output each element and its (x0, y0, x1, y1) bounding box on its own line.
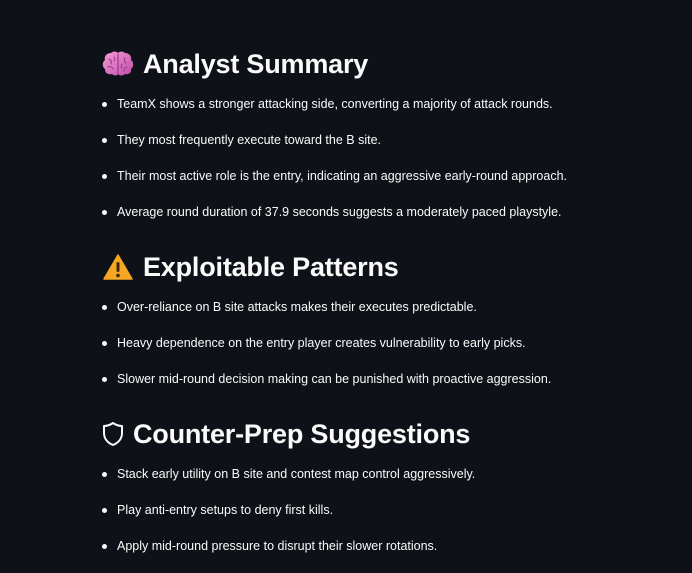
counter-prep-section (101, 414, 661, 572)
counter-prep-title: Counter-Prep Suggestions (133, 418, 471, 449)
exploitable-patterns-title: Exploitable Patterns (143, 251, 399, 282)
list-item: Slower mid-round decision making can be punished with proactive aggression. (101, 369, 661, 405)
analyst-summary-list (101, 94, 661, 238)
warning-icon (101, 250, 135, 284)
list-item: Average round duration of 37.9 seconds suggests a moderately paced playstyle. (101, 202, 661, 238)
analyst-summary-section (101, 44, 661, 238)
brain-icon (101, 47, 135, 81)
list-item: Apply mid-round pressure to disrupt their slower rotations. (101, 536, 661, 572)
list-item: They most frequently execute toward the B site. (101, 130, 661, 166)
analyst-summary-title: Analyst Summary (143, 48, 369, 79)
list-item: Over-reliance on B site attacks makes their executes predictable. (101, 297, 661, 333)
list-item: Heavy dependence on the entry player creates vulnerability to early picks. (101, 333, 661, 369)
counter-prep-list (101, 464, 661, 572)
analyst-summary-heading (101, 44, 661, 84)
exploitable-patterns-section (101, 247, 661, 405)
list-item: Stack early utility on B site and contest map control aggressively. (101, 464, 661, 500)
exploitable-patterns-list (101, 297, 661, 405)
counter-prep-heading (101, 414, 661, 454)
list-item: TeamX shows a stronger attacking side, converting a majority of attack rounds. (101, 94, 661, 130)
list-item: Their most active role is the entry, indicating an aggressive early-round approach. (101, 166, 661, 202)
shield-icon (101, 417, 125, 451)
list-item: Play anti-entry setups to deny first kills. (101, 500, 661, 536)
exploitable-patterns-heading (101, 247, 661, 287)
